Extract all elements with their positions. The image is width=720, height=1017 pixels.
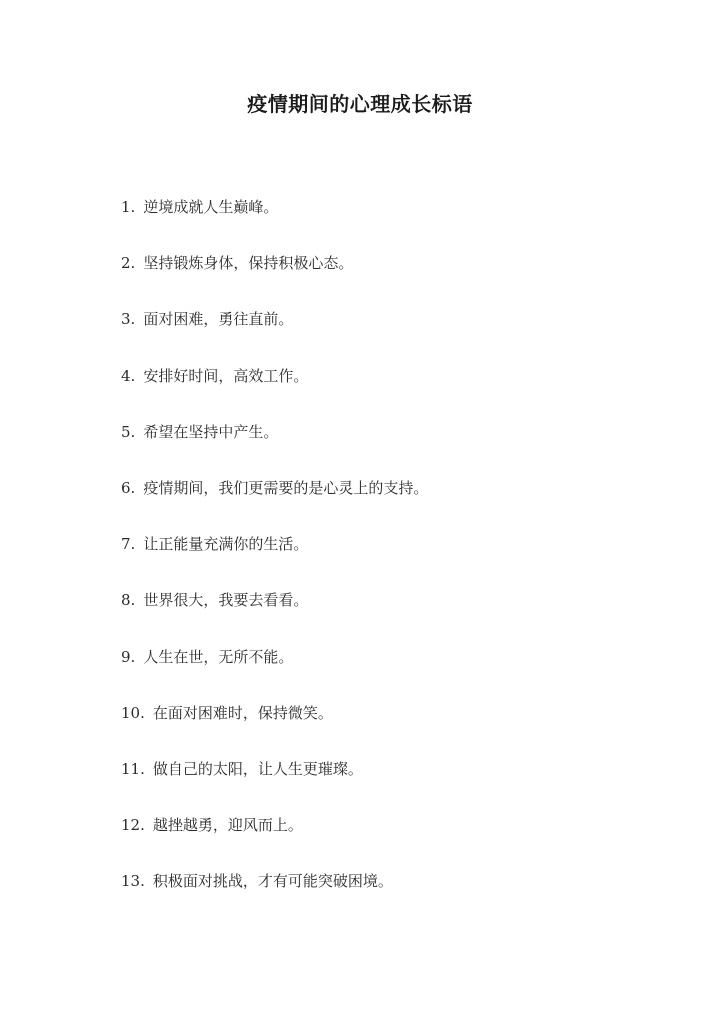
list-item <box>121 759 428 815</box>
item-number: 6. <box>121 478 136 497</box>
item-text: 在面对困难时，保持微笑。 <box>152 703 333 722</box>
slogan-list <box>121 197 428 927</box>
list-item <box>121 647 428 703</box>
item-number: 9. <box>121 647 136 666</box>
item-text: 疫情期间，我们更需要的是心灵上的支持。 <box>143 478 429 497</box>
list-item <box>121 253 428 309</box>
list-item <box>121 534 428 590</box>
item-number: 2. <box>121 254 136 273</box>
item-number: 13. <box>121 872 145 891</box>
item-text: 越挫越勇，迎风而上。 <box>152 816 303 835</box>
item-number: 7. <box>121 535 136 554</box>
list-item <box>121 871 428 927</box>
item-number: 3. <box>121 310 136 329</box>
item-text: 安排好时间，高效工作。 <box>143 366 309 385</box>
list-item <box>121 197 428 253</box>
list-item <box>121 703 428 759</box>
item-text: 坚持锻炼身体，保持积极心态。 <box>143 254 354 273</box>
item-number: 11. <box>121 759 145 778</box>
item-text: 面对困难，勇往直前。 <box>143 310 294 329</box>
list-item <box>121 309 428 365</box>
list-item <box>121 815 428 871</box>
item-number: 12. <box>121 816 145 835</box>
item-text: 积极面对挑战，才有可能突破困境。 <box>152 872 393 891</box>
item-number: 8. <box>121 591 136 610</box>
list-item <box>121 478 428 534</box>
item-text: 希望在坚持中产生。 <box>143 422 279 441</box>
item-text: 世界很大，我要去看看。 <box>143 591 309 610</box>
item-number: 10. <box>121 703 145 722</box>
item-number: 4. <box>121 366 136 385</box>
list-item <box>121 366 428 422</box>
item-number: 5. <box>121 422 136 441</box>
list-item <box>121 590 428 646</box>
page-title: 疫情期间的心理成长标语 <box>247 92 473 116</box>
item-text: 人生在世，无所不能。 <box>143 647 294 666</box>
item-text: 让正能量充满你的生活。 <box>143 535 309 554</box>
list-item <box>121 422 428 478</box>
item-text: 逆境成就人生巅峰。 <box>143 198 279 216</box>
item-number: 1. <box>121 198 136 216</box>
item-text: 做自己的太阳，让人生更璀璨。 <box>152 759 363 778</box>
